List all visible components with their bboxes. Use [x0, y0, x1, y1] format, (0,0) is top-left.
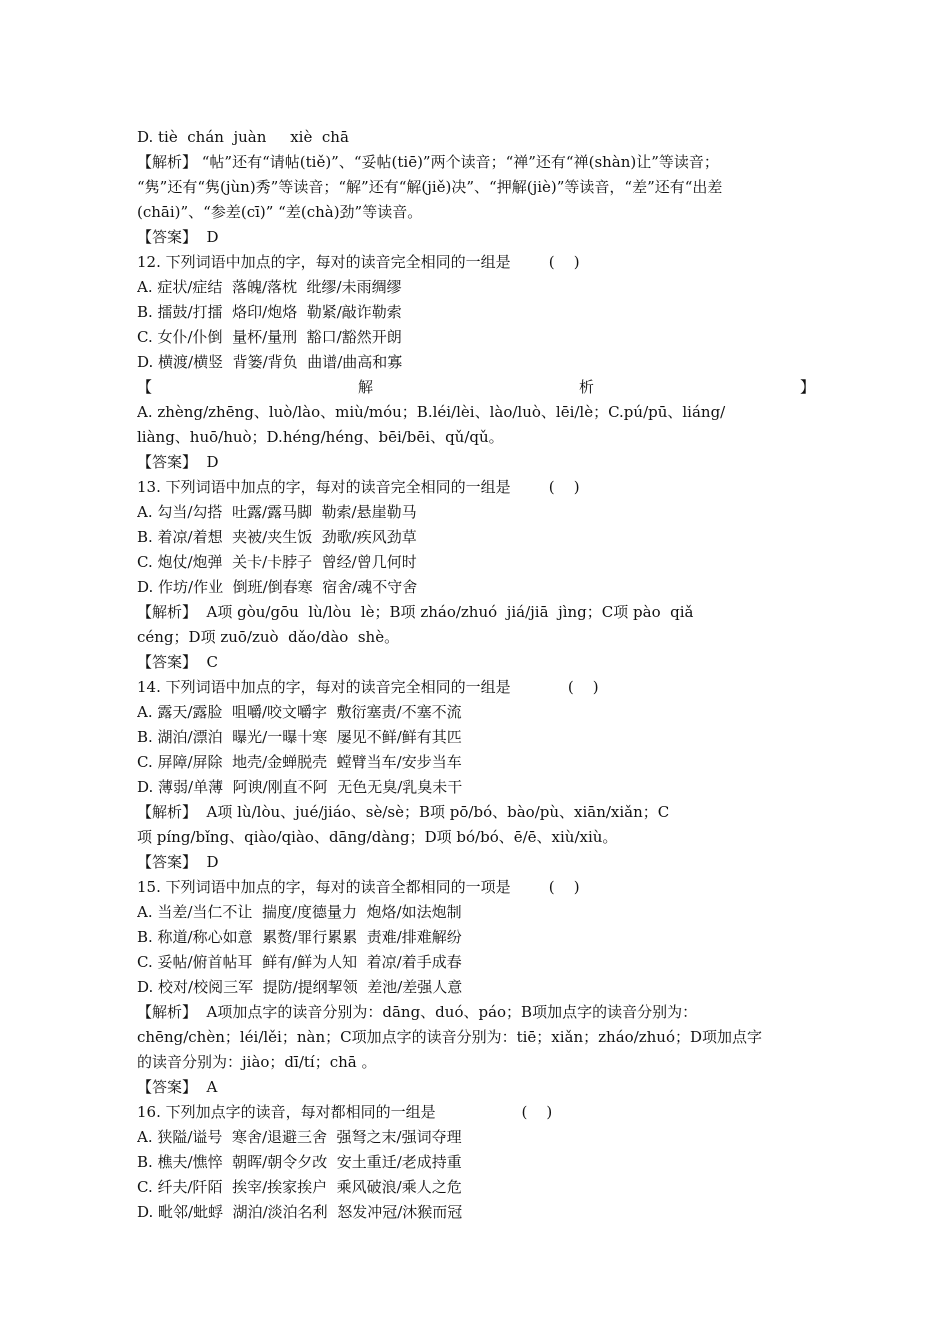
text-line: C. 女仆/仆倒 量杯/量刑 豁口/豁然开朗	[137, 328, 402, 346]
text-line: 【答案】 D	[137, 228, 219, 246]
text-line: “隽”还有“隽(jùn)秀”等读音；“解”还有“解(jiě)决”、“押解(jiè)”等读音，“差”还有“出差	[137, 178, 723, 196]
text-line: C. 纤夫/阡陌 挨宰/挨家挨户 乘风破浪/乘人之危	[137, 1178, 462, 1196]
text-line: B. 称道/称心如意 累赘/罪行累累 责难/排难解纷	[137, 928, 462, 946]
text-line: 【解析】 A项 gòu/gōu lù/lòu lè；B项 zháo/zhuó jiá/jiā jìng；C项 pào qiǎ	[137, 603, 694, 621]
text-line: 16. 下列加点字的读音，每对都相同的一组是 ( )	[137, 1103, 553, 1121]
text-line: A. 勾当/勾搭 吐露/露马脚 勒索/悬崖勒马	[137, 503, 417, 521]
analysis-heading-char: 】	[799, 378, 815, 396]
text-line: C. 妥帖/俯首帖耳 鲜有/鲜为人知 着凉/着手成春	[137, 953, 462, 971]
text-line: D. tiè chán juàn xiè chā	[137, 128, 349, 146]
text-line: D. 校对/校阅三军 提防/提纲挈领 差池/差强人意	[137, 978, 463, 996]
text-line: 【答案】 D	[137, 853, 219, 871]
text-line: D. 作坊/作业 倒班/倒春寒 宿舍/魂不守舍	[137, 578, 418, 596]
text-line: 15. 下列词语中加点的字，每对的读音全都相同的一项是 ( )	[137, 878, 580, 896]
text-line: 【答案】 A	[137, 1078, 218, 1096]
text-line: D. 薄弱/单薄 阿谀/刚直不阿 无色无臭/乳臭未干	[137, 778, 463, 796]
text-line: 项 píng/bǐng、qiào/qiào、dāng/dàng；D项 bó/bó、ē/ē、xiù/xiù。	[137, 828, 618, 846]
text-line: liàng、huō/huò；D.héng/héng、bēi/bēi、qǔ/qǔ。	[137, 428, 504, 446]
analysis-heading-justified	[137, 375, 815, 400]
text-line: 【答案】 D	[137, 453, 219, 471]
text-line: B. 湖泊/漂泊 曝光/一曝十寒 屡见不鲜/鲜有其匹	[137, 728, 462, 746]
text-line: 【答案】 C	[137, 653, 219, 671]
text-line: 13. 下列词语中加点的字，每对的读音完全相同的一组是 ( )	[137, 478, 580, 496]
text-line: B. 擂鼓/打擂 烙印/炮烙 勒紧/敲诈勒索	[137, 303, 402, 321]
text-line: chēng/chèn；léi/lěi；nàn；C项加点字的读音分别为：tiē；xiǎn；zháo/zhuó；D项加点字	[137, 1028, 763, 1046]
text-line: A. 症状/症结 落魄/落枕 纰缪/未雨绸缪	[137, 278, 402, 296]
text-line: B. 着凉/着想 夹被/夹生饭 劲歌/疾风劲草	[137, 528, 417, 546]
text-line: D. 横渡/横竖 背篓/背负 曲谱/曲高和寡	[137, 353, 403, 371]
analysis-heading-char: 解	[357, 378, 373, 396]
text-line: (chāi)”、“参差(cī)” “差(chà)劲”等读音。	[137, 203, 423, 221]
text-line: B. 樵夫/憔悴 朝晖/朝令夕改 安土重迁/老成持重	[137, 1153, 462, 1171]
text-line: C. 炮仗/炮弹 关卡/卡脖子 曾经/曾几何时	[137, 553, 417, 571]
analysis-heading-char: 析	[578, 378, 594, 396]
document-page	[137, 125, 815, 1225]
text-line: A. 狭隘/谥号 寒舍/退避三舍 强弩之末/强词夺理	[137, 1128, 462, 1146]
text-line: 12. 下列词语中加点的字，每对的读音完全相同的一组是 ( )	[137, 253, 580, 271]
text-line: 【解析】 A项 lù/lòu、jué/jiáo、sè/sè；B项 pō/bó、bào/pù、xiān/xiǎn；C	[137, 803, 670, 821]
text-line: 14. 下列词语中加点的字，每对的读音完全相同的一组是 ( )	[137, 678, 599, 696]
analysis-heading-char: 【	[137, 378, 153, 396]
text-line: 【解析】 A项加点字的读音分别为：dāng、duó、páo；B项加点字的读音分别为：	[137, 1003, 698, 1021]
text-line: A. 露天/露脸 咀嚼/咬文嚼字 敷衍塞责/不塞不流	[137, 703, 462, 721]
text-line: 的读音分别为：jiào；dī/tí；chā 。	[137, 1053, 377, 1071]
text-line: céng；D项 zuō/zuò dǎo/dào shè。	[137, 628, 400, 646]
text-line: 【解析】 “帖”还有“请帖(tiě)”、“妥帖(tiē)”两个读音；“禅”还有“禅(shàn)让”等读音；	[137, 153, 719, 171]
text-line: A. zhèng/zhēng、luò/lào、miù/móu；B.léi/lèi、lào/luò、lēi/lè；C.pú/pū、liáng/	[137, 403, 726, 421]
text-line: D. 毗邻/蚍蜉 湖泊/淡泊名利 怒发冲冠/沐猴而冠	[137, 1203, 463, 1221]
text-line: C. 屏障/屏除 地壳/金蝉脱壳 螳臂当车/安步当车	[137, 753, 462, 771]
text-line: A. 当差/当仁不让 揣度/度德量力 炮烙/如法炮制	[137, 903, 462, 921]
